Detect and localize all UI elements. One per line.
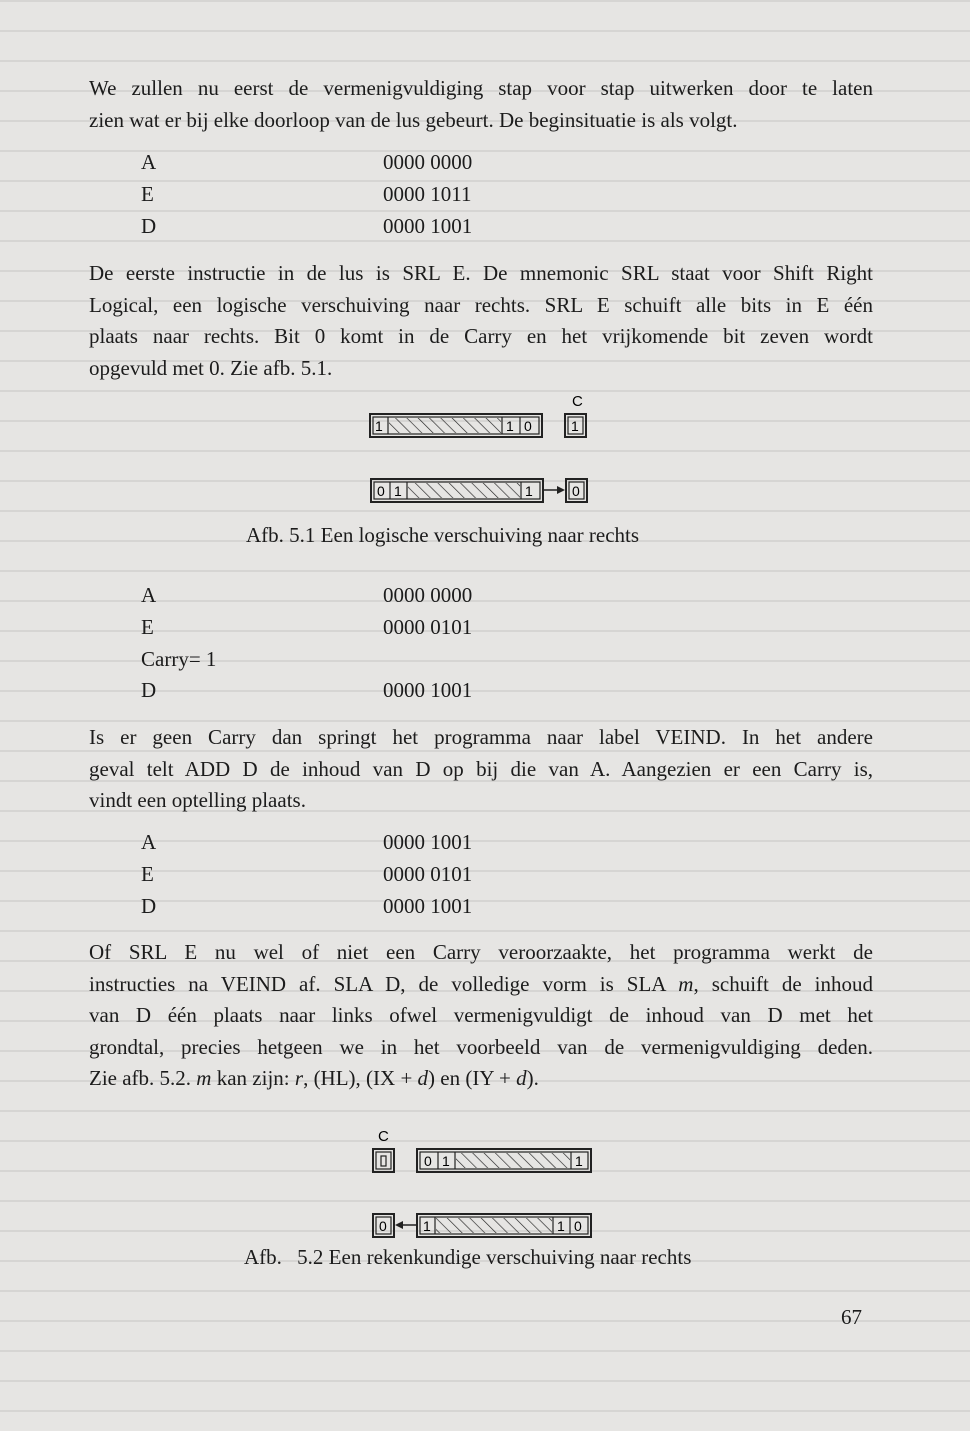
fig2-before-bit-7: 0: [424, 1153, 432, 1169]
para4-line-3: van D één plaats naar links ofwel vermenigvuldigt de inhoud van D met het: [89, 1003, 873, 1027]
fig2-register-after: [417, 1214, 591, 1237]
register-value: 0000 1011: [383, 182, 472, 206]
figure-5-1-caption: [246, 523, 639, 548]
para4-line-5: Zie afb. 5.2. m kan zijn: r, (HL), (IX + d) en (IY + d).: [89, 1066, 539, 1090]
fig1-carry-after: [566, 479, 587, 502]
register-value: 0000 1001: [383, 894, 473, 918]
paragraph-srl: [89, 258, 873, 384]
fig1-caption-text: Een logische verschuiving naar rechts: [320, 523, 640, 547]
register-name: A: [141, 150, 157, 174]
register-name: E: [141, 182, 154, 206]
fig1-after-bit-7: 0: [377, 483, 385, 499]
fig2-caption-text: 5.2 Een rekenkundige verschuiving naar rechts: [297, 1245, 692, 1269]
para2-line-2: Logical, een logische verschuiving naar rechts. SRL E schuift alle bits in E één: [89, 292, 873, 317]
fig1-before-bit-7: 1: [375, 418, 383, 434]
fig2-after-bit-1: 1: [557, 1218, 565, 1234]
fig1-carry-before: [565, 414, 586, 437]
register-value: 0000 1001: [383, 678, 473, 702]
page-number: 67: [841, 1305, 862, 1329]
fig1-before-carry-bit: 1: [571, 418, 579, 434]
register-value: 0000 1001: [383, 214, 473, 238]
fig1-register-after: [371, 479, 543, 502]
para3-line-2: geval telt ADD D de inhoud van D op bij die van A. Aangezien er een Carry is,: [89, 756, 873, 781]
register-name: D: [141, 214, 157, 238]
register-value: 0000 0101: [383, 862, 473, 886]
register-name: E: [141, 615, 154, 639]
paragraph-carry: [89, 722, 873, 817]
register-block-1: [0, 150, 970, 250]
fig2-after-carry-bit: 0: [379, 1218, 387, 1234]
fig2-before-bit-6: 1: [442, 1153, 450, 1169]
figure-5-2-diagram: [0, 1122, 970, 1242]
register-value: 0000 0000: [383, 150, 473, 174]
para4-line-1: Of SRL E nu wel of niet een Carry veroorzaakte, het programma werkt de: [89, 940, 873, 964]
fig1-after-hatch: [408, 483, 520, 498]
fig1-before-bit-0: 0: [524, 418, 532, 434]
fig1-caption-number: Afb. 5.1: [246, 523, 316, 547]
figure-5-1-diagram: [0, 385, 970, 515]
register-value: 0000 0000: [383, 583, 473, 607]
para4-line-2: instructies na VEIND af. SLA D, de volledige vorm is SLA m, schuift de inhoud: [89, 971, 874, 996]
fig2-shift-arrow: [395, 1221, 417, 1229]
fig1-after-carry-bit: 0: [572, 483, 580, 499]
para2-line-4: opgevuld met 0. Zie afb. 5.1.: [89, 355, 333, 380]
fig2-carry-before: [373, 1149, 394, 1172]
fig2-after-bit-0: 0: [574, 1218, 582, 1234]
fig2-register-before: [417, 1149, 591, 1172]
para2-line-3: plaats naar rechts. Bit 0 komt in de Carry en het vrijkomende bit zeven wordt: [89, 324, 873, 348]
register-name: D: [141, 678, 157, 702]
register-value: 0000 1001: [383, 830, 473, 854]
fig2-after-hatch: [436, 1218, 552, 1233]
intro-line-1: We zullen nu eerst de vermenigvuldiging stap voor stap uitwerken door te laten: [89, 76, 873, 100]
register-name: D: [141, 894, 157, 918]
fig2-carry-label: C: [378, 1128, 389, 1145]
register-value: 0000 0101: [383, 615, 473, 639]
intro-paragraph: [89, 73, 873, 136]
figure-5-2-caption: [244, 1245, 691, 1270]
fig1-before-hatch: [389, 418, 501, 433]
fig1-carry-label: C: [572, 393, 583, 410]
register-name: E: [141, 862, 154, 886]
fig1-register-before: [370, 414, 542, 437]
intro-line-2: zien wat er bij elke doorloop van de lus gebeurt. De beginsituatie is als volgt.: [89, 107, 738, 132]
paragraph-sla: [89, 937, 873, 1095]
fig2-before-bit-0: 1: [575, 1153, 583, 1169]
fig2-caption-number: Afb.: [244, 1245, 282, 1269]
fig2-carry-after: [373, 1214, 394, 1237]
fig2-before-hatch: [456, 1153, 570, 1168]
para3-line-1: Is er geen Carry dan springt het programma naar label VEIND. In het andere: [89, 725, 873, 749]
carry-flag-label: Carry= 1: [141, 647, 217, 671]
fig1-after-bit-0: 1: [525, 483, 533, 499]
fig2-after-bit-7: 1: [423, 1218, 431, 1234]
register-name: A: [141, 830, 157, 854]
register-block-3: [0, 830, 970, 930]
para4-line-4: grondtal, precies hetgeen we in het voorbeeld van de vermenigvuldiging deden.: [89, 1034, 873, 1059]
fig1-shift-arrow: [543, 486, 565, 494]
fig1-after-bit-6: 1: [394, 483, 402, 499]
para2-line-1: De eerste instructie in de lus is SRL E. De mnemonic SRL staat voor Shift Right: [89, 261, 873, 285]
register-block-2: [0, 583, 970, 713]
para3-line-3: vindt een optelling plaats.: [89, 788, 306, 812]
fig2-carry-empty-mark: [381, 1156, 386, 1166]
register-name: A: [141, 583, 157, 607]
fig1-before-bit-1: 1: [506, 418, 514, 434]
